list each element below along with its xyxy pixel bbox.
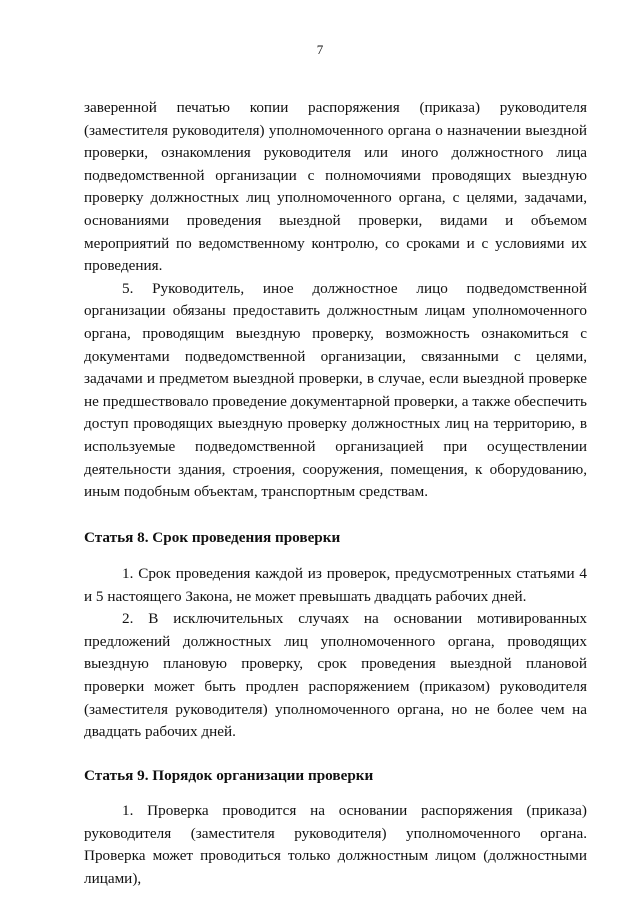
- article-9-paragraph-1: 1. Проверка проводится на основании распоряжения (приказа) руководителя (заместителя руководителя) уполномоченного органа. Проверка может проводиться только должностным лицом (должностными лицами),: [84, 802, 587, 887]
- article-8-paragraph-1: 1. Срок проведения каждой из проверок, предусмотренных статьями 4 и 5 настоящего Закона, не может превышать двадцать рабочих дней.: [84, 565, 587, 605]
- article-9-heading: Статья 9. Порядок организации проверки: [84, 767, 374, 784]
- paragraph-continuation: заверенной печатью копии распоряжения (приказа) руководителя (заместителя руководителя) уполномоченного органа о назначении выездной проверки, ознакомления руководителя или иного должностного лица подведомственной организации с полномочиями проводящих выездную проверку должностных лиц уполномоченного органа, с целями, задачами, основаниями проведения выездной проверки, видами и объемом мероприятий по ведомственному контролю, со сроками и с условиями их проведения.: [84, 99, 587, 275]
- paragraph-item-5: 5. Руководитель, иное должностное лицо подведомственной организации обязаны предоставить должностным лицам уполномоченного органа, проводящим выездную проверку, возможность ознакомиться с документами подведомственной организации, связанными с целями, задачами и предметом выездной проверки, в случае, если выездной проверке не предшествовало проведение документарной проверки, а также обеспечить доступ проводящих выездную проверку должностных лиц на территорию, в используемые подведомственной организацией при осуществлении деятельности здания, строения, сооружения, помещения, к оборудованию, иным подобным объектам, транспортным средствам.: [84, 279, 587, 501]
- page-number: 7: [316, 42, 324, 57]
- article-9-body: [84, 800, 587, 890]
- article-8-paragraph-2: 2. В исключительных случаях на основании мотивированных предложений должностных лиц уполномоченного органа, проводящих выездную плановую проверку, срок проведения выездной плановой проверки может быть продлен распоряжением (приказом) руководителя (заместителя руководителя) уполномоченного органа, но не более чем на двадцать рабочих дней.: [84, 610, 587, 741]
- body-text-top: [84, 97, 587, 504]
- article-8-heading: Статья 8. Срок проведения проверки: [84, 529, 341, 546]
- article-8-body: [84, 563, 587, 744]
